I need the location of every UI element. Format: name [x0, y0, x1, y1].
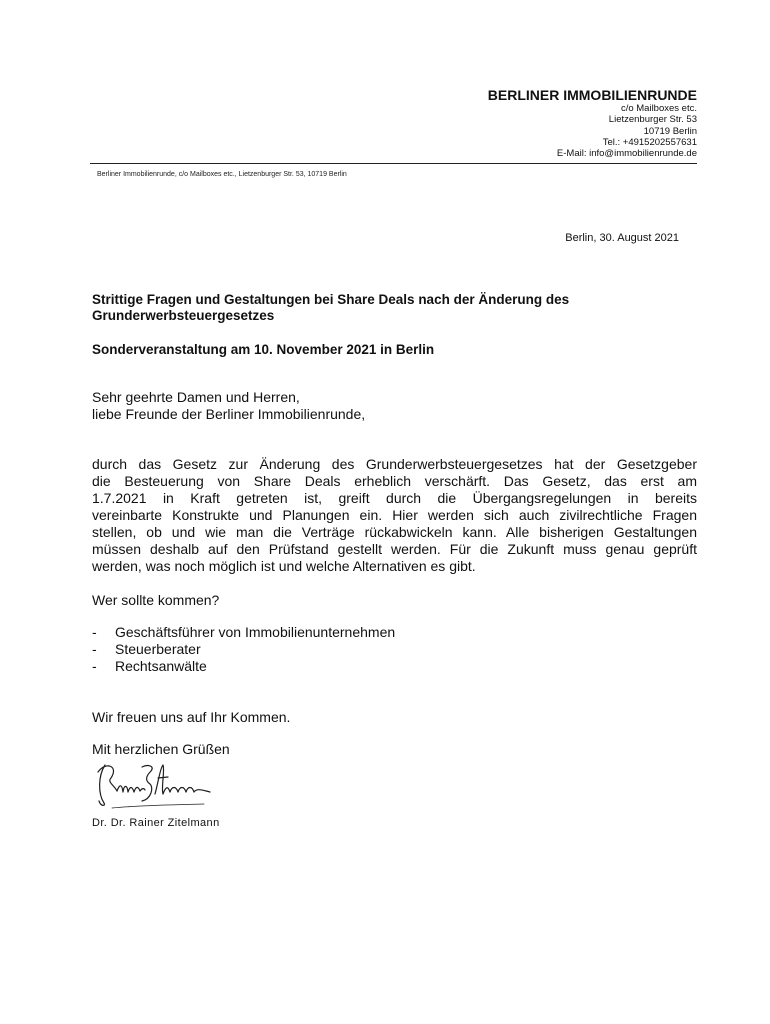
list-bullet: -	[92, 623, 97, 640]
address-line: Lietzenburger Str. 53	[608, 114, 697, 126]
body-paragraph	[92, 456, 697, 575]
list-item-text: Steuerberater	[115, 640, 201, 657]
header-divider	[90, 163, 697, 164]
closing-sentence: Wir freuen uns auf Ihr Kommen.	[92, 708, 291, 725]
list-item-text: Geschäftsführer von Immobilienunternehmen	[115, 623, 396, 640]
address-line: c/o Mailboxes etc.	[620, 103, 697, 114]
salutation	[92, 389, 365, 422]
list-bullet: -	[92, 657, 97, 674]
audience-question: Wer sollte kommen?	[92, 591, 220, 608]
paragraph-line: stellen, ob und wie man die Verträge rückabwickeln kann. Alle bisherigen Gestaltungen	[92, 523, 697, 540]
handwritten-signature	[92, 758, 212, 814]
paragraph-line: vereinbarte Konstrukte und Planungen ein. Hier werden sich auch zivilrechtliche Fragen	[92, 506, 697, 523]
address-line: 10719 Berlin	[643, 125, 697, 137]
subject-heading	[92, 292, 569, 324]
paragraph-line: die Besteuerung von Share Deals erheblich verschärft. Das Gesetz, das erst am	[92, 472, 697, 489]
letterhead-organization: BERLINER IMMOBILIENRUNDE	[487, 87, 697, 103]
list-item-text: Rechtsanwälte	[115, 657, 207, 674]
signatory-name: Dr. Dr. Rainer Zitelmann	[92, 817, 220, 829]
salutation-line: liebe Freunde der Berliner Immobilienrunde,	[92, 405, 366, 422]
paragraph-line: durch das Gesetz zur Änderung des Grunderwerbsteuergesetzes hat der Gesetzgeber	[92, 455, 697, 472]
paragraph-line: werden, was noch möglich ist und welche Alternativen es gibt.	[92, 557, 476, 574]
letter-date: Berlin, 30. August 2021	[565, 231, 679, 244]
phone-line: Tel.: +4915202557631	[602, 136, 697, 148]
email-line: E-Mail: info@immobilienrunde.de	[556, 148, 697, 160]
letterhead-address	[557, 103, 697, 159]
salutation-line: Sehr geehrte Damen und Herren,	[92, 389, 300, 405]
greeting: Mit herzlichen Grüßen	[92, 740, 230, 757]
paragraph-line: müssen deshalb auf den Prüfstand gestellt werden. Für die Zukunft muss genau geprüft	[92, 540, 697, 557]
sender-return-address: Berliner Immobilienrunde, c/o Mailboxes etc., Lietzenburger Str. 53, 10719 Berlin	[97, 170, 347, 178]
subject-line: Grunderwerbsteuergesetzes	[92, 308, 275, 323]
list-bullet: -	[92, 640, 97, 657]
event-heading: Sonderveranstaltung am 10. November 2021 in Berlin	[92, 342, 435, 357]
subject-line: Strittige Fragen und Gestaltungen bei Share Deals nach der Änderung des	[92, 292, 570, 307]
paragraph-line: 1.7.2021 in Kraft getreten ist, greift durch die Übergangsregelungen in bereits	[92, 489, 697, 506]
